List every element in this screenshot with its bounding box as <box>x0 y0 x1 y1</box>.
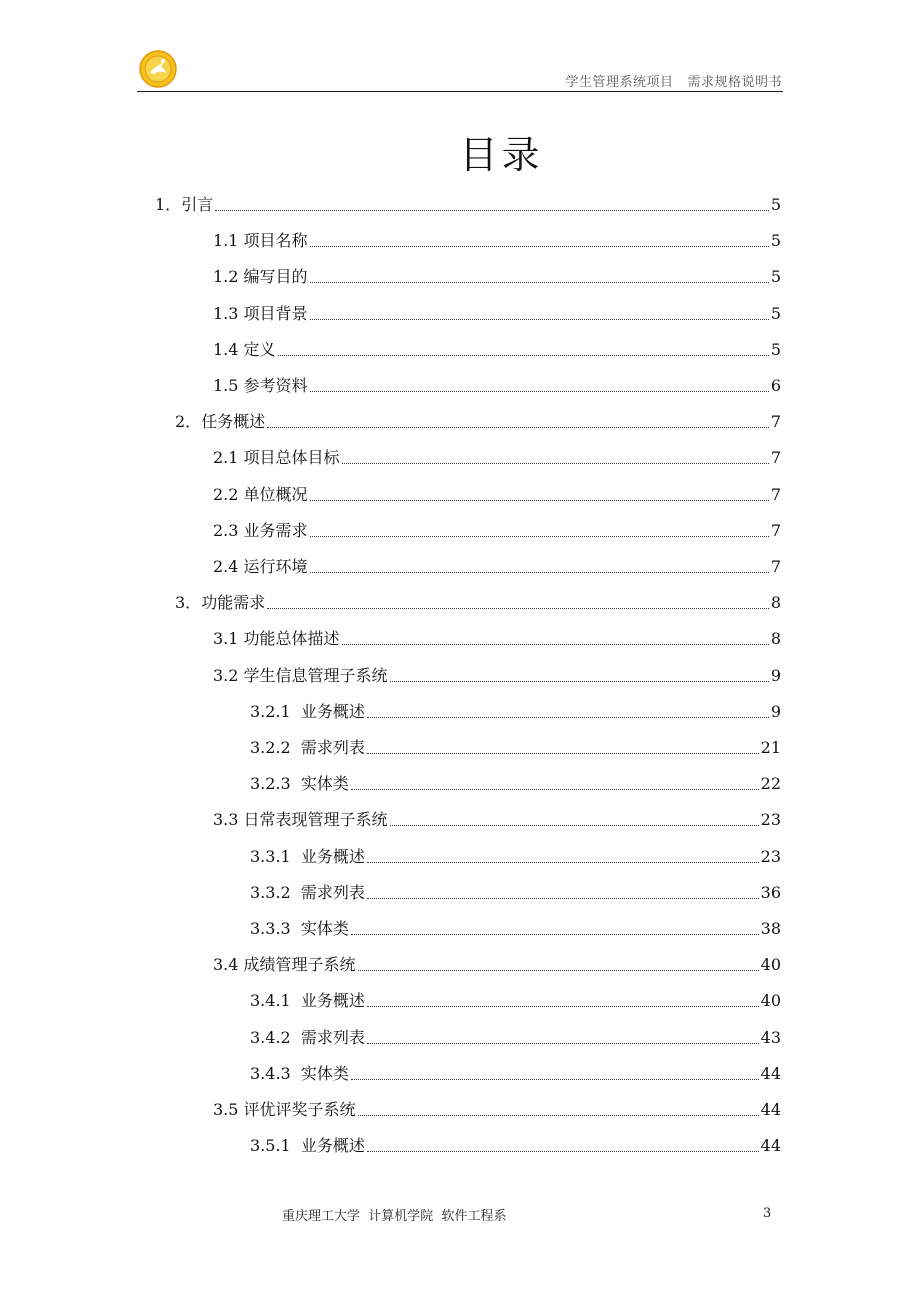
toc-entry-number: 3.4.2 <box>250 1028 301 1047</box>
toc-dot-leader <box>367 1151 759 1152</box>
toc-entry-page: 44 <box>760 1100 781 1119</box>
toc-entry[interactable] <box>213 954 781 976</box>
toc-entry-label: 引言 <box>181 195 214 214</box>
toc-entry-label: 业务概述 <box>300 991 365 1010</box>
toc-entry-number: 2.3 <box>213 521 244 540</box>
toc-entry-page: 7 <box>770 412 781 431</box>
toc-entry[interactable] <box>250 918 781 940</box>
toc-dot-leader <box>310 536 769 537</box>
toc-entry-label: 单位概况 <box>243 485 308 504</box>
toc-entry-number: 1． <box>155 195 182 214</box>
toc-entry-number: 1.2 <box>213 267 244 286</box>
toc-entry-number: 2.2 <box>213 485 244 504</box>
page-title: 目录 <box>459 133 544 177</box>
toc-entry[interactable] <box>250 846 781 868</box>
toc-entry[interactable] <box>250 990 781 1012</box>
toc-entry-number: 2． <box>175 412 202 431</box>
toc-dot-leader <box>358 970 759 971</box>
toc-entry-label: 需求列表 <box>300 738 365 757</box>
toc-entry-number: 3.4 <box>213 955 244 974</box>
toc-entry-page: 5 <box>770 267 781 286</box>
toc-entry-label: 日常表现管理子系统 <box>243 810 388 829</box>
running-header <box>565 71 782 90</box>
toc-entry-label: 运行环境 <box>243 557 308 576</box>
toc-entry-page: 22 <box>760 774 781 793</box>
toc-entry-label: 学生信息管理子系统 <box>243 666 388 685</box>
toc-entry-page: 23 <box>760 810 781 829</box>
toc-entry[interactable] <box>213 303 781 325</box>
toc-entry-page: 6 <box>770 376 781 395</box>
toc-entry-page: 44 <box>760 1064 781 1083</box>
toc-dot-leader <box>351 789 759 790</box>
toc-dot-leader <box>390 825 759 826</box>
toc-entry[interactable] <box>250 1027 781 1049</box>
header-project: 学生管理系统项目 <box>565 75 674 90</box>
toc-entry-page: 40 <box>760 991 781 1010</box>
toc-entry-page: 7 <box>770 448 781 467</box>
toc-dot-leader <box>367 898 759 899</box>
toc-dot-leader <box>310 500 769 501</box>
toc-dot-leader <box>351 1079 759 1080</box>
toc-entry-page: 38 <box>760 919 781 938</box>
toc-entry[interactable] <box>213 447 781 469</box>
toc-entry-label: 需求列表 <box>300 1028 365 1047</box>
toc-entry[interactable] <box>250 737 781 759</box>
header-divider <box>137 91 783 92</box>
toc-entry[interactable] <box>175 592 781 614</box>
toc-entry-label: 参考资料 <box>243 376 308 395</box>
toc-entry-page: 5 <box>770 340 781 359</box>
toc-entry-page: 36 <box>760 883 781 902</box>
toc-entry-number: 3.3.2 <box>250 883 301 902</box>
toc-entry-number: 1.4 <box>213 340 244 359</box>
toc-entry-number: 3.2.1 <box>250 702 301 721</box>
toc-dot-leader <box>267 427 769 428</box>
toc-dot-leader <box>390 681 769 682</box>
toc-dot-leader <box>367 1006 759 1007</box>
toc-entry-number: 2.1 <box>213 448 244 467</box>
toc-entry-label: 功能总体描述 <box>243 629 340 648</box>
toc-dot-leader <box>367 753 759 754</box>
toc-entry-page: 9 <box>770 666 781 685</box>
toc-entry[interactable] <box>213 484 781 506</box>
toc-entry-label: 定义 <box>243 340 276 359</box>
footer-page-number: 3 <box>763 1206 772 1221</box>
toc-entry[interactable] <box>213 375 781 397</box>
toc-dot-leader <box>215 210 769 211</box>
toc-entry[interactable] <box>250 773 781 795</box>
toc-dot-leader <box>278 355 769 356</box>
toc-entry-number: 3.3.3 <box>250 919 301 938</box>
toc-entry-label: 业务概述 <box>300 702 365 721</box>
toc-entry-page: 7 <box>770 521 781 540</box>
toc-entry[interactable] <box>213 809 781 831</box>
toc-entry-label: 项目总体目标 <box>243 448 340 467</box>
header-doc-type: 需求规格说明书 <box>687 75 782 90</box>
toc-entry[interactable] <box>213 1099 781 1121</box>
toc-entry[interactable] <box>213 339 781 361</box>
toc-entry-number: 2.4 <box>213 557 244 576</box>
toc-entry-page: 7 <box>770 557 781 576</box>
toc-dot-leader <box>310 391 769 392</box>
toc-dot-leader <box>367 862 759 863</box>
toc-dot-leader <box>367 717 769 718</box>
toc-entry-label: 评优评奖子系统 <box>243 1100 356 1119</box>
toc-entry-number: 3.5.1 <box>250 1136 301 1155</box>
toc-dot-leader <box>342 644 769 645</box>
toc-entry-page: 8 <box>770 629 781 648</box>
toc-entry[interactable] <box>213 628 781 650</box>
toc-entry[interactable] <box>250 882 781 904</box>
toc-entry-number: 3.1 <box>213 629 244 648</box>
toc-entry-label: 实体类 <box>300 1064 349 1083</box>
toc-dot-leader <box>267 608 769 609</box>
toc-entry-number: 3.2 <box>213 666 244 685</box>
toc-entry-label: 实体类 <box>300 774 349 793</box>
toc-entry[interactable] <box>250 701 781 723</box>
toc-entry-number: 3.2.2 <box>250 738 301 757</box>
toc-entry-number: 3.3 <box>213 810 244 829</box>
toc-entry-label: 成绩管理子系统 <box>243 955 356 974</box>
toc-dot-leader <box>367 1043 759 1044</box>
toc-entry-label: 业务概述 <box>300 847 365 866</box>
toc-dot-leader <box>342 463 769 464</box>
footer-organization: 重庆理工大学 计算机学院 软件工程系 <box>282 1209 507 1224</box>
toc-entry-label: 任务概述 <box>201 412 266 431</box>
toc-entry[interactable] <box>250 1135 781 1157</box>
toc-entry-label: 业务需求 <box>243 521 308 540</box>
toc-entry-page: 44 <box>760 1136 781 1155</box>
toc-entry-label: 功能需求 <box>201 593 266 612</box>
toc-entry[interactable] <box>213 520 781 542</box>
toc-entry-page: 21 <box>760 738 781 757</box>
toc-entry-number: 1.1 <box>213 231 244 250</box>
toc-entry-number: 1.3 <box>213 304 244 323</box>
toc-entry-number: 3.3.1 <box>250 847 301 866</box>
university-logo <box>139 50 177 88</box>
toc-entry-label: 实体类 <box>300 919 349 938</box>
toc-entry[interactable] <box>213 665 781 687</box>
toc-entry-page: 5 <box>770 304 781 323</box>
toc-entry-label: 项目名称 <box>243 231 308 250</box>
toc-entry[interactable] <box>175 411 781 433</box>
toc-entry-number: 3． <box>175 593 202 612</box>
toc-entry[interactable] <box>213 230 781 252</box>
toc-entry-page: 23 <box>760 847 781 866</box>
toc-entry[interactable] <box>250 1063 781 1085</box>
toc-entry-label: 编写目的 <box>243 267 308 286</box>
toc-entry-page: 5 <box>770 231 781 250</box>
toc-entry-page: 43 <box>760 1028 781 1047</box>
toc-entry-label: 需求列表 <box>300 883 365 902</box>
toc-dot-leader <box>310 319 769 320</box>
toc-dot-leader <box>310 282 769 283</box>
toc-entry-label: 业务概述 <box>300 1136 365 1155</box>
toc-entry-label: 项目背景 <box>243 304 308 323</box>
toc-entry[interactable] <box>213 266 781 288</box>
toc-entry-page: 9 <box>770 702 781 721</box>
toc-entry[interactable] <box>155 194 781 216</box>
toc-entry-number: 1.5 <box>213 376 244 395</box>
toc-entry-page: 5 <box>770 195 781 214</box>
toc-dot-leader <box>310 246 769 247</box>
toc-dot-leader <box>358 1115 759 1116</box>
toc-entry-page: 8 <box>770 593 781 612</box>
toc-dot-leader <box>310 572 769 573</box>
toc-dot-leader <box>351 934 759 935</box>
toc-entry-page: 7 <box>770 485 781 504</box>
toc-entry-number: 3.2.3 <box>250 774 301 793</box>
toc-entry-number: 3.4.1 <box>250 991 301 1010</box>
toc-entry-number: 3.5 <box>213 1100 244 1119</box>
toc-entry-page: 40 <box>760 955 781 974</box>
toc-entry-number: 3.4.3 <box>250 1064 301 1083</box>
toc-entry[interactable] <box>213 556 781 578</box>
